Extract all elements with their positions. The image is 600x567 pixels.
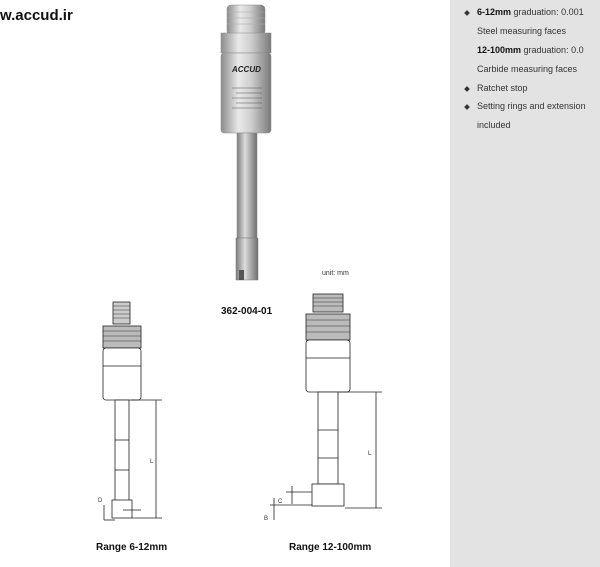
dim-label-L-left: L xyxy=(150,459,154,465)
drawing-range-12-100mm xyxy=(270,294,382,520)
unit-label: unit: mm xyxy=(322,270,349,277)
watermark-text: w.accud.ir xyxy=(0,7,73,24)
dim-label-D-left: D xyxy=(98,498,103,504)
spec-included: included xyxy=(477,120,511,130)
spec-setting-rings: Setting rings and extension xyxy=(477,101,586,111)
spec-carbide-faces: Carbide measuring faces xyxy=(477,64,578,74)
brand-logo: ACCUD xyxy=(232,65,261,74)
spec-item-6-12mm xyxy=(477,7,584,17)
drawing-range-6-12mm xyxy=(103,302,162,520)
specification-panel xyxy=(450,0,600,567)
spec-range-12-100mm: 12-100mm xyxy=(477,45,522,55)
spec-item-12-100mm xyxy=(477,45,584,55)
model-number-caption: 362-004-01 xyxy=(221,306,273,317)
spec-graduation-12-100mm: graduation: 0.0 xyxy=(521,45,584,55)
dim-label-L-right: L xyxy=(368,451,372,457)
bullet-icon xyxy=(464,86,470,92)
dim-label-B-right: B xyxy=(264,516,269,522)
bullet-icon xyxy=(464,10,470,16)
spec-list xyxy=(450,0,600,140)
micrometer-photo xyxy=(221,5,271,280)
caption-range-6-12mm: Range 6-12mm xyxy=(96,542,168,553)
bullet-icon xyxy=(464,104,470,110)
spec-range-6-12mm: 6-12mm xyxy=(477,7,512,17)
spec-steel-faces: Steel measuring faces xyxy=(477,26,567,36)
caption-range-12-100mm: Range 12-100mm xyxy=(289,542,372,553)
dim-label-C-right: C xyxy=(278,499,283,505)
spec-ratchet-stop: Ratchet stop xyxy=(477,83,528,93)
spec-graduation-6-12mm: graduation: 0.001 xyxy=(511,7,584,17)
